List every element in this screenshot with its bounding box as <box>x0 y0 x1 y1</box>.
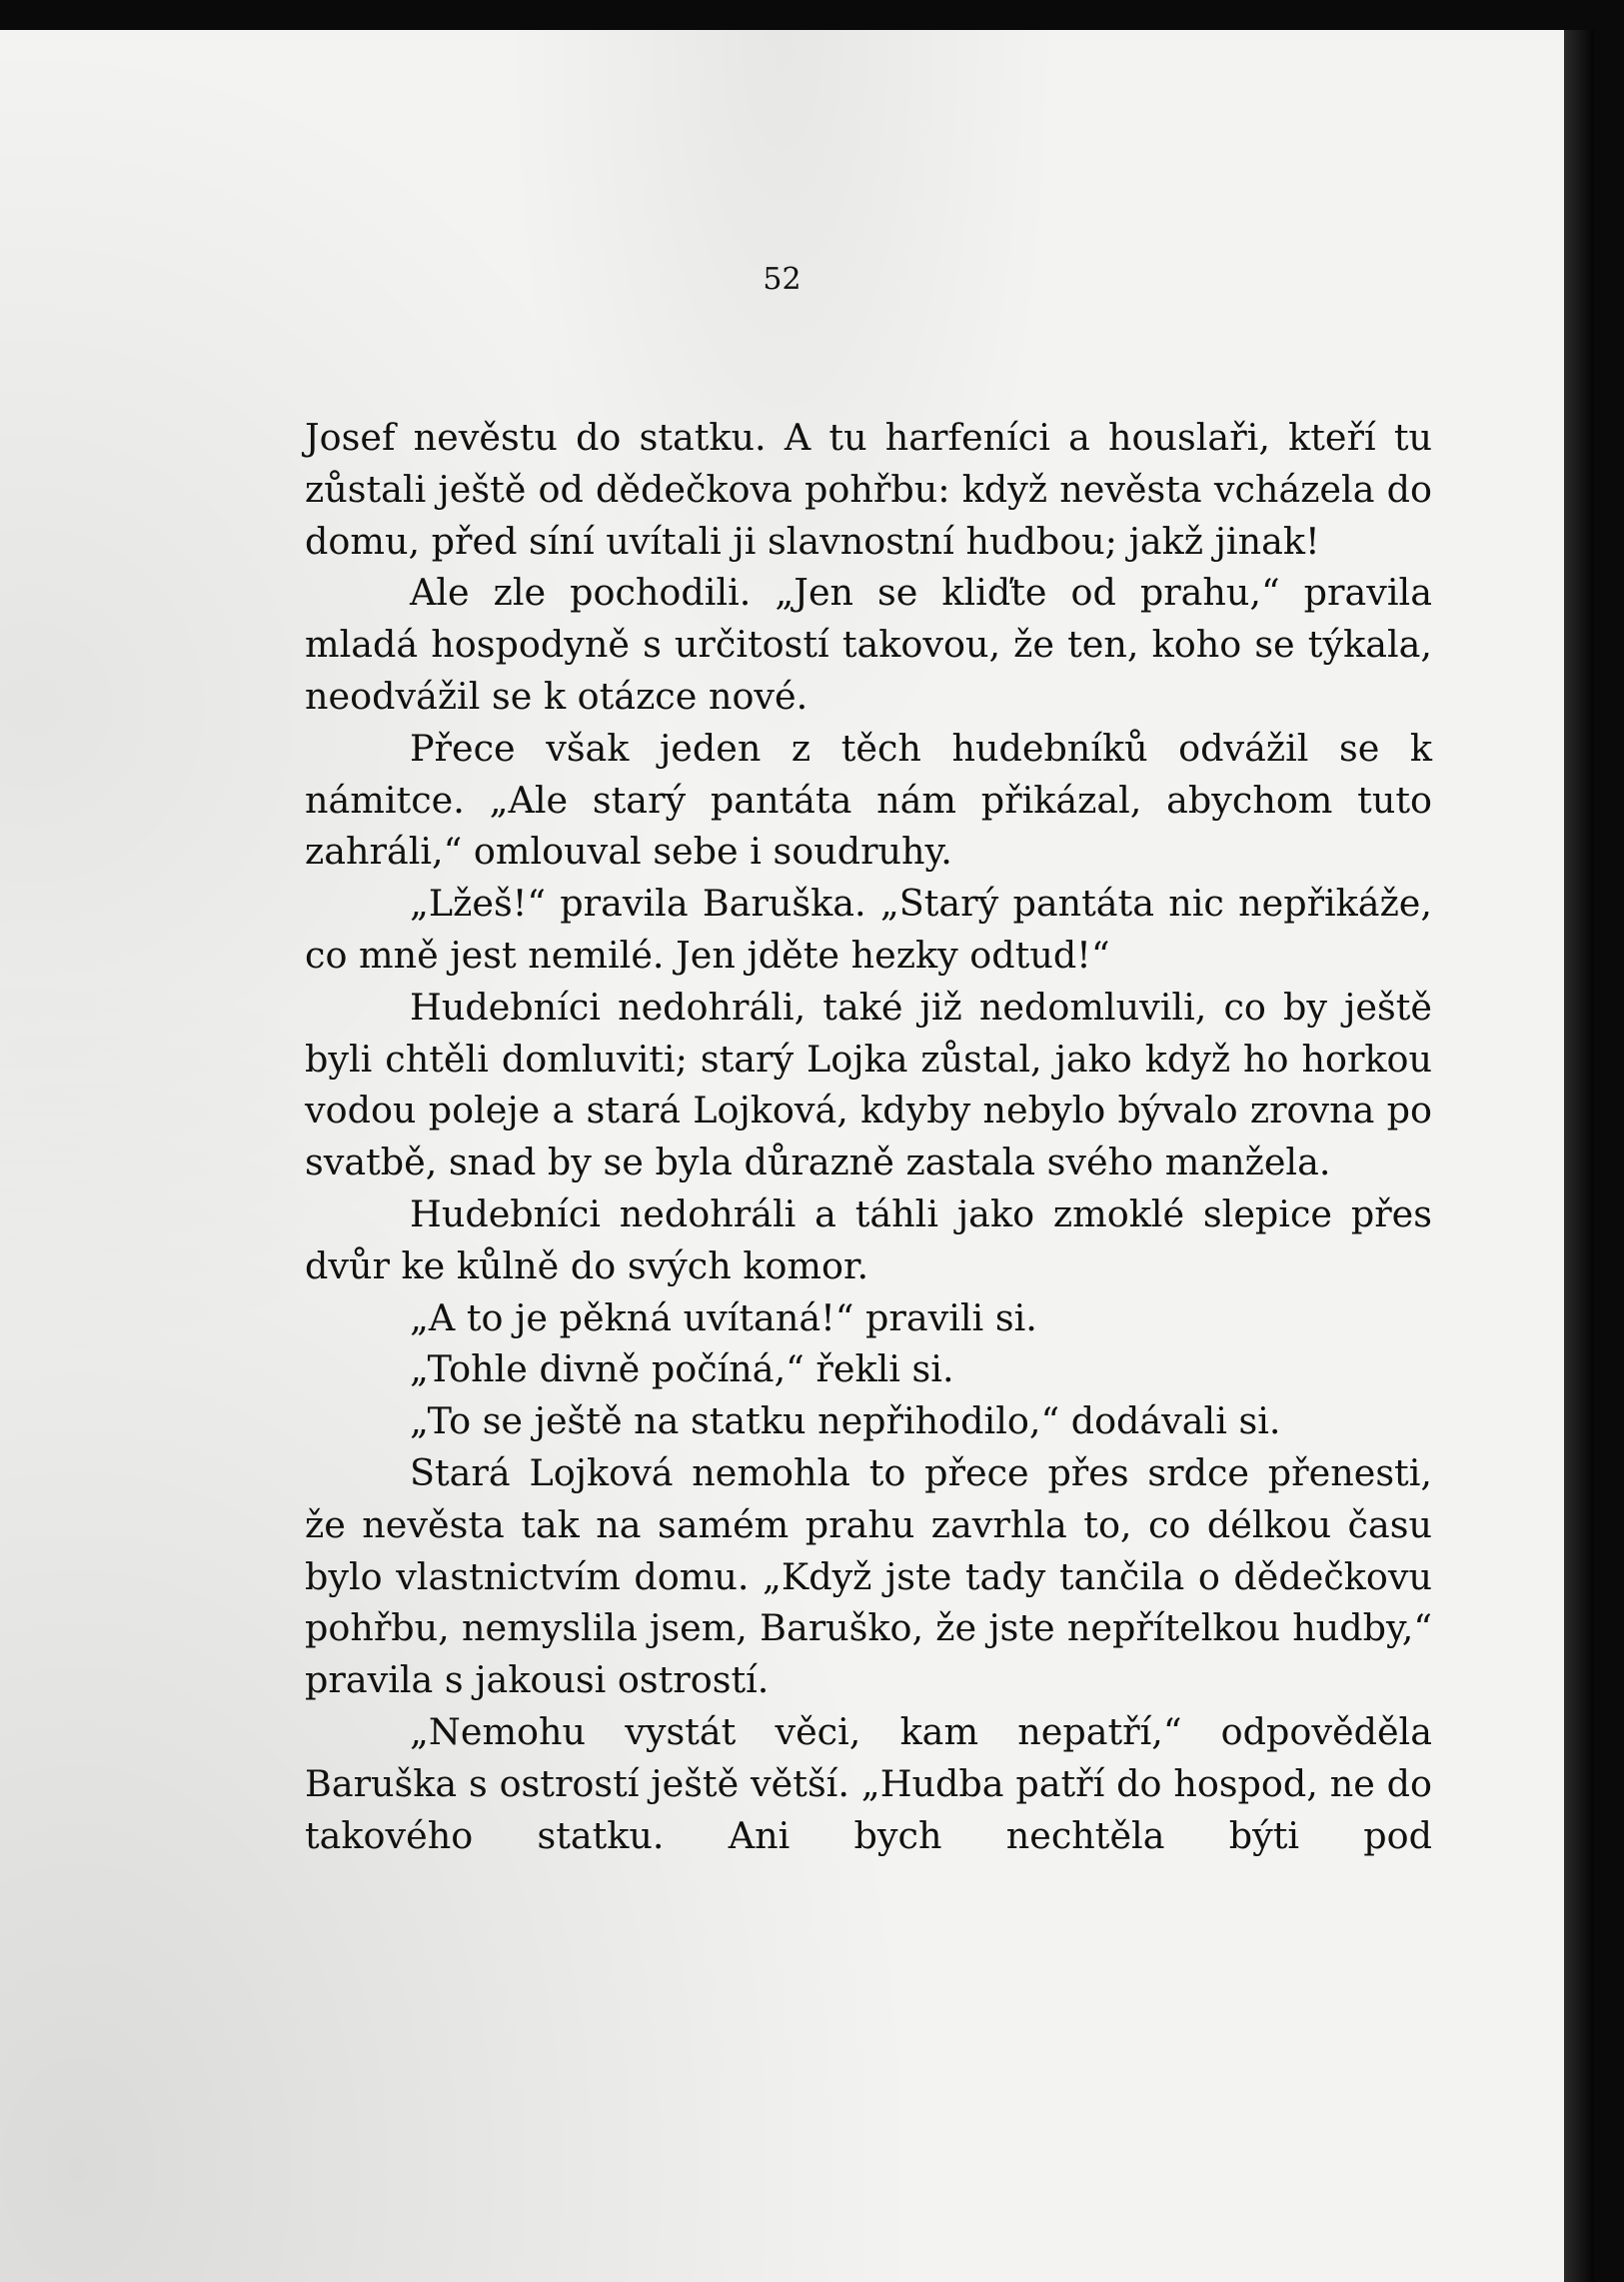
book-page <box>0 30 1564 2282</box>
paragraph: Přece však jeden z těch hudebníků odvážil se k námitce. „Ale starý pantáta nám přikázal, abychom tuto zahráli,“ omlouval sebe i soudruhy. <box>305 726 1432 874</box>
paragraph: „Nemohu vystát věci, kam nepatří,“ odpověděla Baruška s ostrostí ještě větší. „Hudba patří do hospod, ne do takového statku. Ani bych nechtěla býti pod <box>305 1709 1432 1857</box>
paragraph: Hudebníci nedohráli, také již nedomluvili, co by ještě byli chtěli domluviti; starý Lojka zůstal, jako když ho horkou vodou poleje a stará Lojková, kdyby nebylo bývalo zrovna po svatbě, snad by se byla důrazně zastala svého manžela. <box>305 985 1432 1184</box>
paragraph: Josef nevěstu do statku. A tu harfeníci a houslaři, kteří tu zůstali ještě od dědečkova pohřbu: když nevěsta vcházela do domu, před síní uvítali ji slavnostní hudbou; jakž jinak! <box>305 416 1432 563</box>
page-number: 52 <box>763 262 802 297</box>
paragraph: „Lžeš!“ pravila Baruška. „Starý pantáta nic nepřikáže, co mně jest nemilé. Jen jděte hezky odtud!“ <box>305 882 1432 977</box>
paragraph: Hudebníci nedohráli a táhli jako zmoklé slepice přes dvůr ke kůlně do svých komor. <box>305 1191 1432 1287</box>
paragraph: „A to je pěkná uvítaná!“ pravili si. <box>410 1295 1037 1339</box>
paragraph: Ale zle pochodili. „Jen se kliďte od prahu,“ pravila mladá hospodyně s určitostí takovou, že ten, koho se týkala, neodvážil se k otázce nové. <box>305 571 1432 718</box>
paragraph: Stará Lojková nemohla to přece přes srdce přenesti, že nevěsta tak na samém prahu zavrhla to, co délkou času bylo vlastnictvím domu. „Když jste tady tančila o dědečkovu pohřbu, nemyslila jsem, Baruško, že jste nepřítelkou hudby,“ pravila s jakousi ostrostí. <box>305 1450 1432 1702</box>
paragraph: „Tohle divně počíná,“ řekli si. <box>410 1347 954 1391</box>
page-edge-shadow <box>1564 30 1594 2282</box>
body-text <box>305 412 1432 1861</box>
paragraph: „To se ještě na statku nepřihodilo,“ dodávali si. <box>410 1399 1281 1443</box>
